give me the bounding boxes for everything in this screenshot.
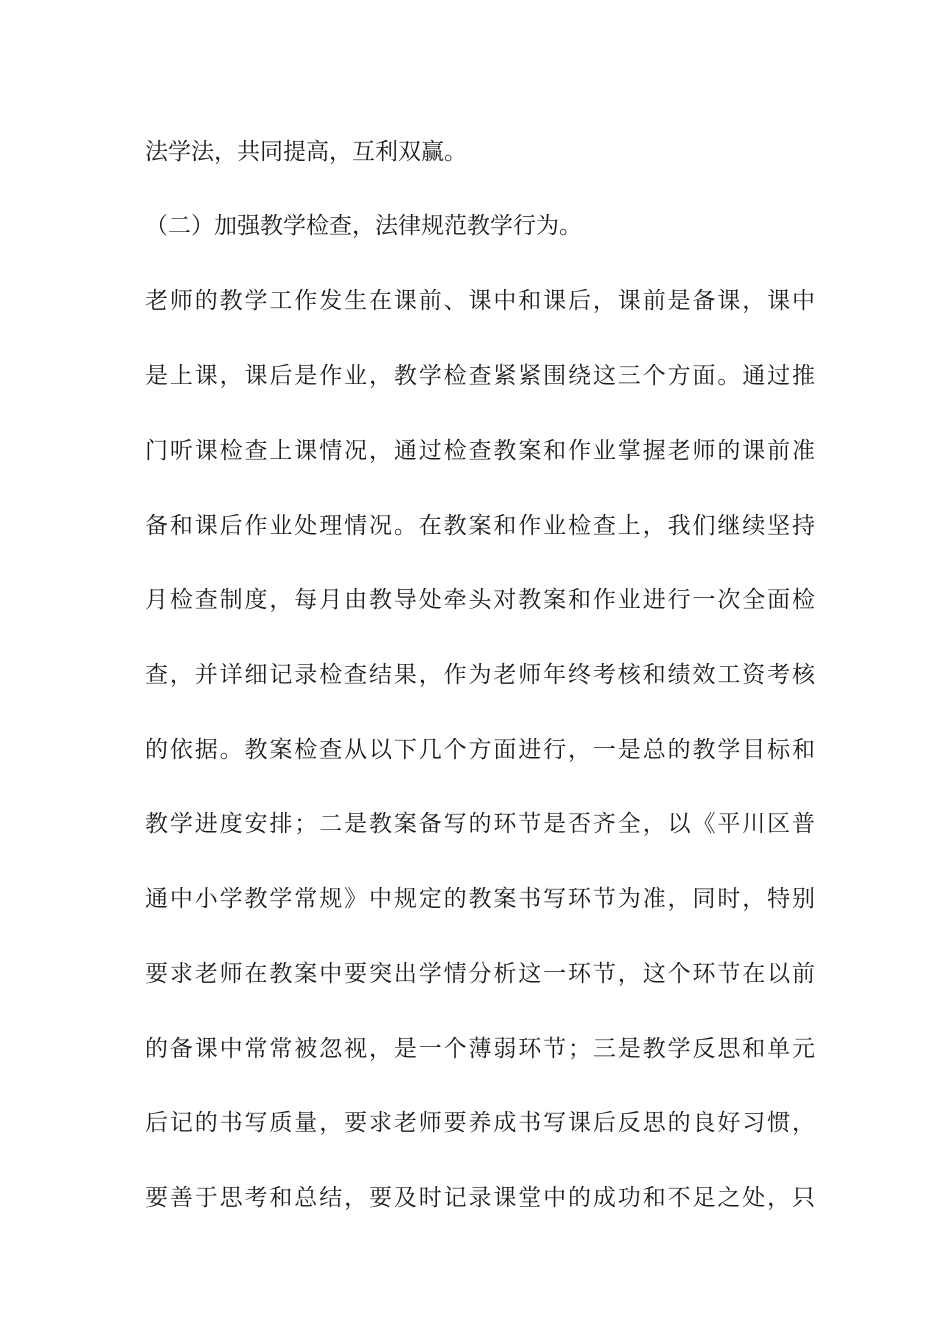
text-line-3: 老师的教学工作发生在课前、课中和课后，课前是备课，课中 xyxy=(145,288,815,314)
section-heading: （二）加强教学检查，法律规范教学行为。 xyxy=(145,213,582,239)
text-line-5: 门听课检查上课情况，通过检查教案和作业掌握老师的课前准 xyxy=(145,438,815,464)
text-line-1: 法学法，共同提高，互利双赢。 xyxy=(145,139,467,165)
text-line-4: 是上课，课后是作业，教学检查紧紧围绕这三个方面。通过推 xyxy=(145,363,815,389)
text-line-15: 要善于思考和总结，要及时记录课堂中的成功和不足之处，只 xyxy=(145,1185,815,1211)
text-line-14: 后记的书写质量，要求老师要养成书写课后反思的良好习惯， xyxy=(145,1110,815,1136)
text-line-12: 要求老师在教案中要突出学情分析这一环节，这个环节在以前 xyxy=(145,961,815,987)
text-line-10: 教学进度安排；二是教案备写的环节是否齐全，以《平川区普 xyxy=(145,811,815,837)
text-line-7: 月检查制度，每月由教导处牵头对教案和作业进行一次全面检 xyxy=(145,587,815,613)
text-line-11: 通中小学教学常规》中规定的教案书写环节为准，同时，特别 xyxy=(145,886,815,912)
text-line-9: 的依据。教案检查从以下几个方面进行，一是总的教学目标和 xyxy=(145,737,815,763)
text-line-13: 的备课中常常被忽视，是一个薄弱环节；三是教学反思和单元 xyxy=(145,1036,815,1062)
text-line-8: 查，并详细记录检查结果，作为老师年终考核和绩效工资考核 xyxy=(145,662,815,688)
text-line-6: 备和课后作业处理情况。在教案和作业检查上，我们继续坚持 xyxy=(145,513,815,539)
